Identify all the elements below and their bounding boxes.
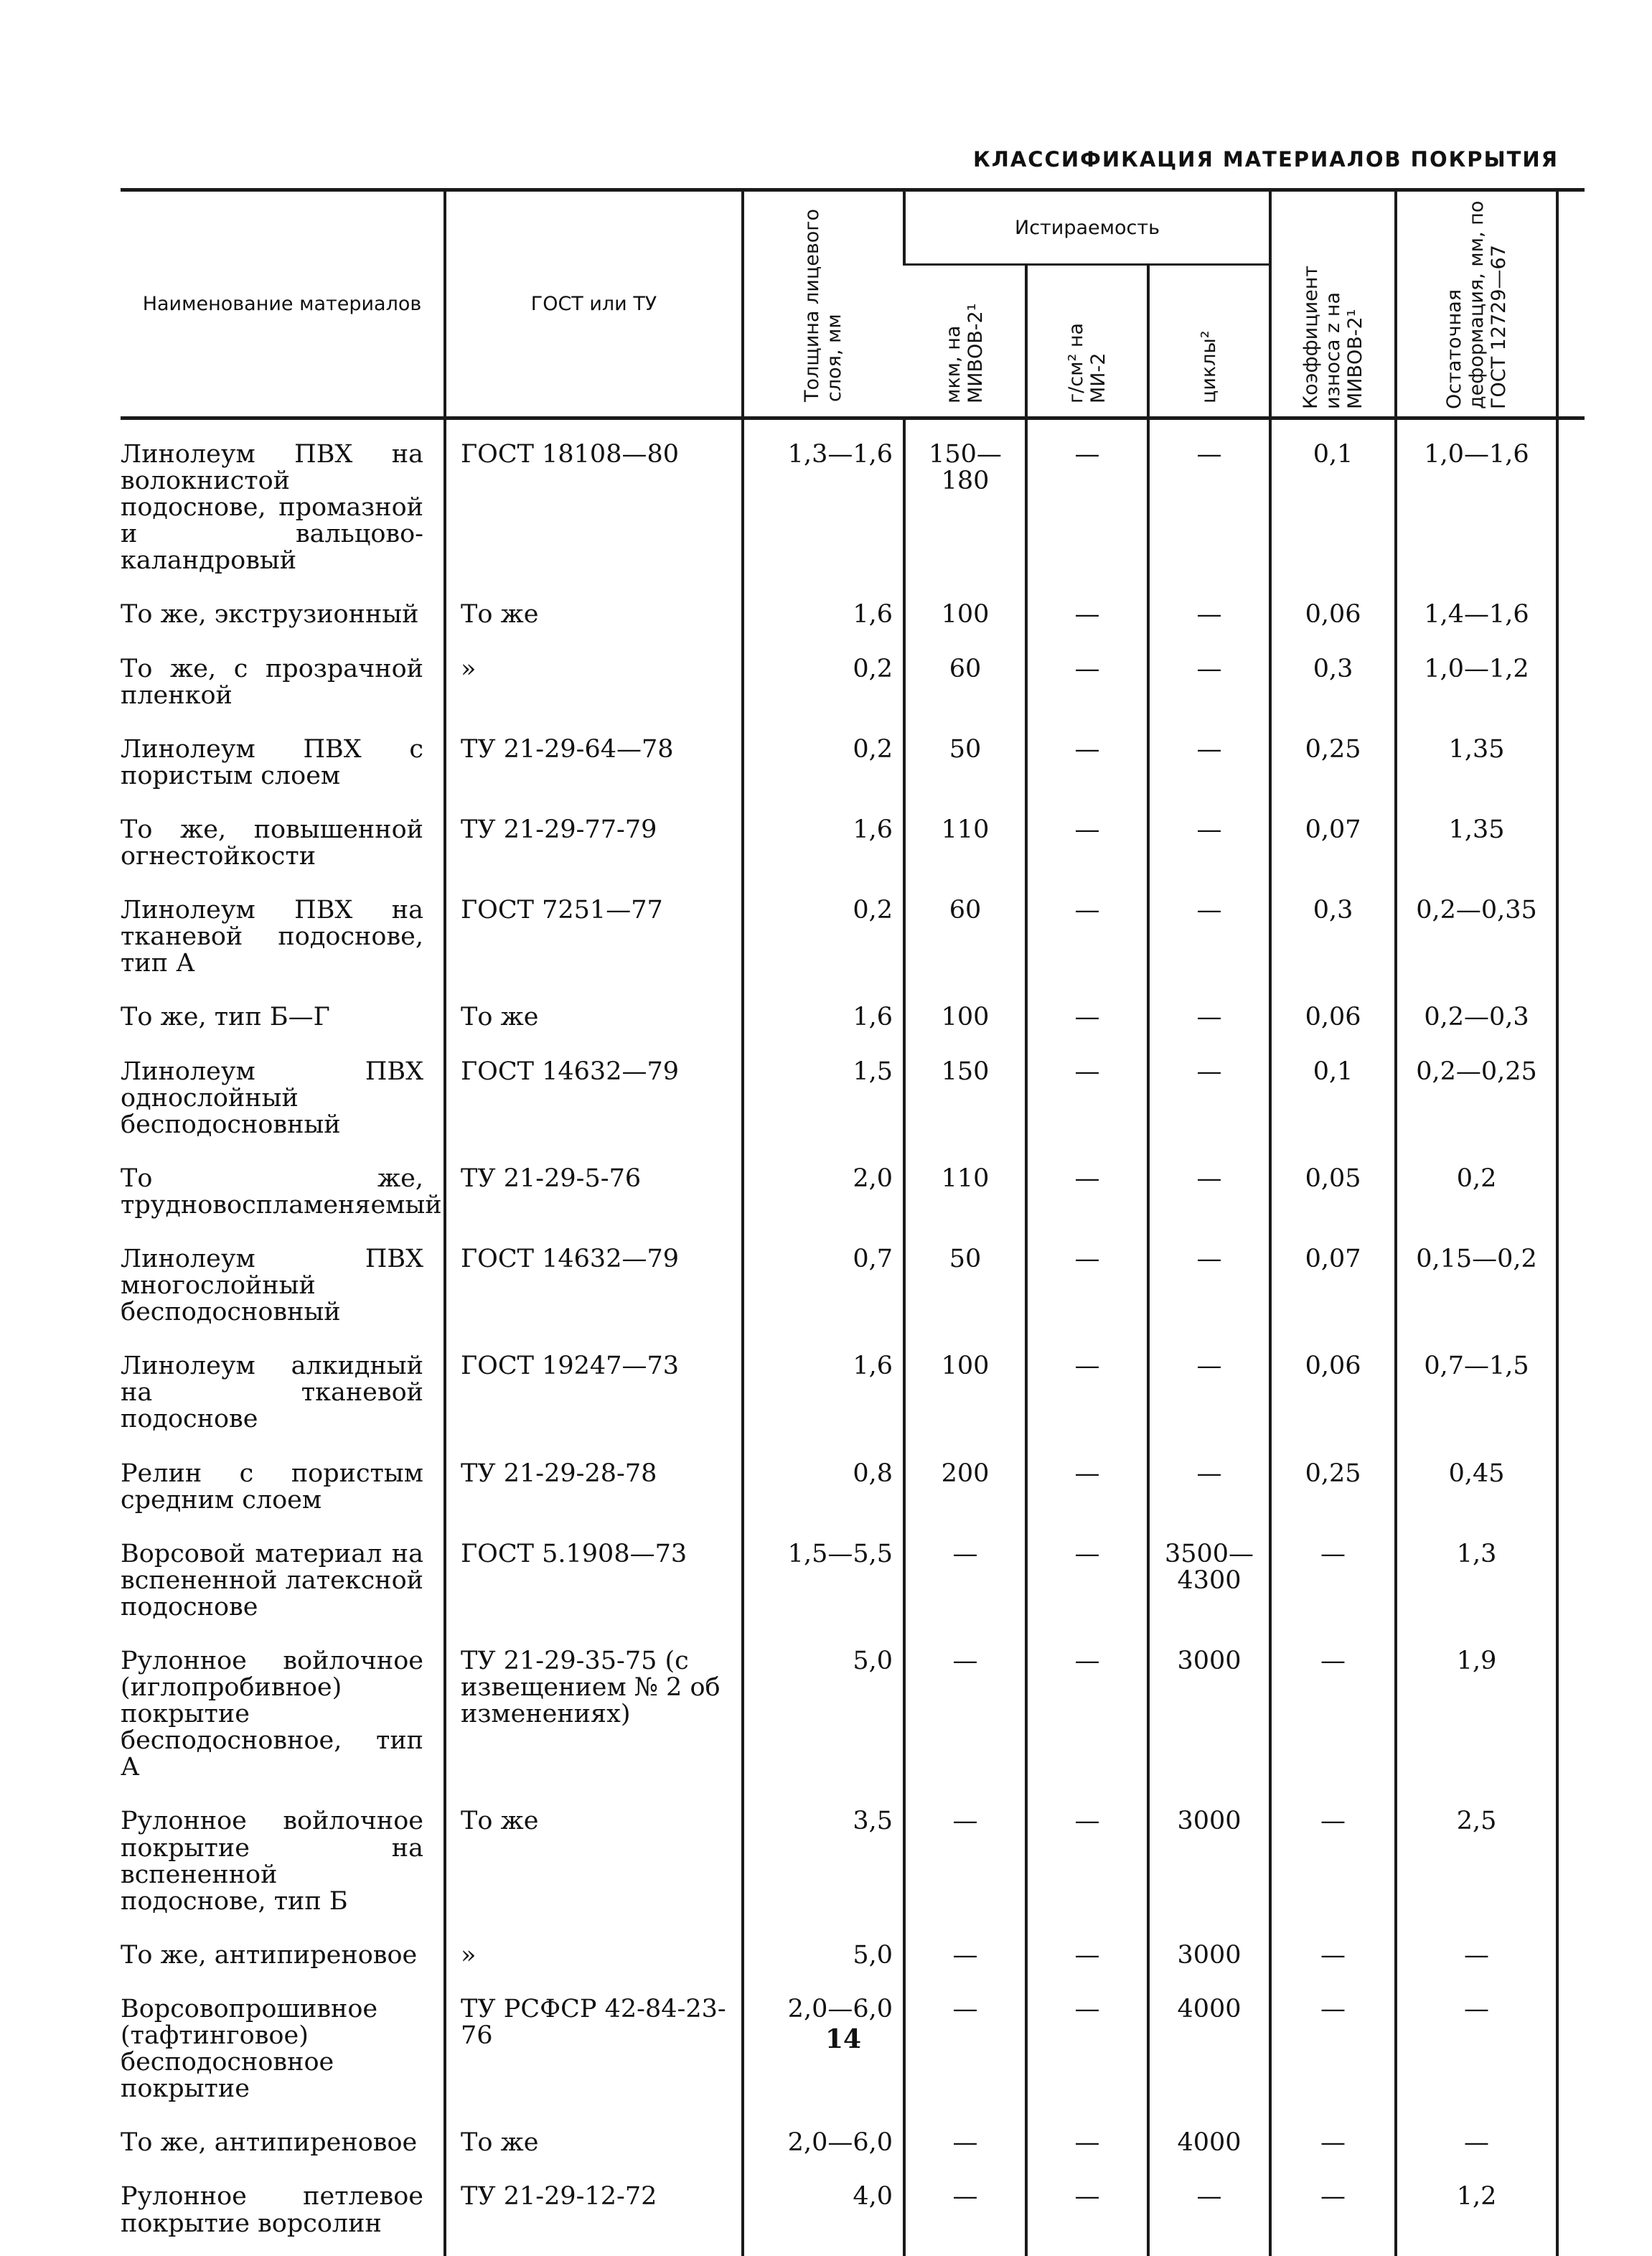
gost-cell: ТУ 21-29-12-72 (445, 2175, 743, 2255)
abrasion-cycles-cell: — (1148, 418, 1270, 594)
blank-cell (1557, 593, 1585, 647)
abrasion-cycles-cell: 3000 (1148, 1934, 1270, 1988)
header-thickness-text: Толщина лицевого слоя, мм (801, 209, 846, 402)
wear-coef-cell: — (1270, 1639, 1396, 1799)
gost-cell: То же (445, 2121, 743, 2175)
header-wear-coef (1270, 190, 1396, 418)
material-name-cell: То же, повышенной огнестойкости (121, 815, 423, 871)
deformation-cell: 0,2—0,3 (1396, 996, 1557, 1049)
deformation-cell: — (1396, 1988, 1557, 2121)
material-name-cell: То же, антипиреновое (121, 2128, 418, 2158)
header-abr-cycles-text: циклы² (1198, 329, 1221, 403)
header-gost: ГОСТ или ТУ (445, 190, 743, 418)
abrasion-cycles-cell: 3000 (1148, 1799, 1270, 1933)
abrasion-mkm-cell: — (904, 1639, 1026, 1799)
wear-coef-cell: — (1270, 1988, 1396, 2121)
deformation-cell: 1,35 (1396, 728, 1557, 808)
wear-coef-cell: — (1270, 1934, 1396, 1988)
abrasion-g-cell: — (1026, 1157, 1148, 1237)
table-row (121, 418, 1585, 594)
material-name-cell: Рулонное войлочное покрытие на вспененной подоснове, тип Б (121, 1807, 423, 1916)
thickness-cell: 5,0 (743, 1639, 904, 1799)
deformation-cell: 1,2 (1396, 2175, 1557, 2255)
gost-cell: То же (445, 1799, 743, 1933)
blank-cell (1557, 1532, 1585, 1639)
wear-coef-cell: 0,06 (1270, 996, 1396, 1049)
table-row (121, 889, 1585, 996)
thickness-cell: 1,5 (743, 1050, 904, 1157)
table-row (121, 808, 1585, 889)
materials-table (121, 188, 1585, 2256)
abrasion-g-cell: — (1026, 1988, 1148, 2121)
thickness-cell: 1,6 (743, 996, 904, 1049)
thickness-cell: 2,0 (743, 1157, 904, 1237)
thickness-cell: 4,0 (743, 2175, 904, 2255)
thickness-cell: 5,0 (743, 1934, 904, 1988)
abrasion-g-cell: — (1026, 1344, 1148, 1451)
wear-coef-cell: 0,07 (1270, 808, 1396, 889)
blank-cell (1557, 1237, 1585, 1344)
table-row (121, 1157, 1585, 1237)
abrasion-cycles-cell: 4000 (1148, 1988, 1270, 2121)
abrasion-g-cell: — (1026, 2121, 1148, 2175)
material-name-cell: Линолеум алкидный на тканевой подоснове (121, 1352, 423, 1434)
deformation-cell: 1,3 (1396, 1532, 1557, 1639)
material-name-cell: То же, тип Б—Г (121, 1003, 330, 1032)
material-name-cell: То же, трудновоспламеняемый (121, 1164, 442, 1220)
gost-cell: ГОСТ 5.1908—73 (445, 1532, 743, 1639)
material-name-cell: Линолеум ПВХ на волокнистой подоснове, промазной и вальцово-каландровый (121, 440, 423, 576)
abrasion-cycles-cell: — (1148, 996, 1270, 1049)
wear-coef-cell: — (1270, 1532, 1396, 1639)
deformation-cell: 2,5 (1396, 1799, 1557, 1933)
abrasion-g-cell: — (1026, 996, 1148, 1049)
thickness-cell: 0,2 (743, 728, 904, 808)
abrasion-g-cell: — (1026, 1934, 1148, 1988)
abrasion-mkm-cell: 50 (904, 1237, 1026, 1344)
abrasion-g-cell: — (1026, 1532, 1148, 1639)
abrasion-mkm-cell: 150 (904, 1050, 1026, 1157)
thickness-cell: 0,8 (743, 1452, 904, 1532)
blank-cell (1557, 647, 1585, 728)
abrasion-cycles-cell: — (1148, 593, 1270, 647)
header-abr-cycles (1148, 265, 1270, 418)
abrasion-mkm-cell: 100 (904, 996, 1026, 1049)
blank-cell (1557, 2121, 1585, 2175)
gost-cell: ТУ РСФСР 42-84-23-76 (445, 1988, 743, 2121)
blank-cell (1557, 808, 1585, 889)
deformation-cell: — (1396, 2121, 1557, 2175)
material-name-cell: То же, антипиреновое (121, 1940, 418, 1970)
thickness-cell: 1,6 (743, 808, 904, 889)
blank-cell (1557, 889, 1585, 996)
abrasion-cycles-cell: 4000 (1148, 2121, 1270, 2175)
material-name-cell: Рулонное петлевое покрытие ворсолин (121, 2182, 423, 2238)
header-name: Наименование материалов (121, 190, 445, 418)
header-deform-text: Остаточная деформация, мм, по ГОСТ 12729—67 (1442, 200, 1511, 409)
table-row (121, 1452, 1585, 1532)
gost-cell: То же (445, 996, 743, 1049)
deformation-cell: 0,2 (1396, 1157, 1557, 1237)
deformation-cell: 0,2—0,35 (1396, 889, 1557, 996)
deformation-cell: 0,45 (1396, 1452, 1557, 1532)
abrasion-mkm-cell: 110 (904, 808, 1026, 889)
table-row (121, 593, 1585, 647)
wear-coef-cell: 0,3 (1270, 889, 1396, 996)
gost-cell: ГОСТ 19247—73 (445, 1344, 743, 1451)
blank-cell (1557, 1639, 1585, 1799)
material-name-cell: Ворсовопрошивное (тафтинговое) беcподоcновное покрытие (121, 1994, 378, 2104)
table-row (121, 2175, 1585, 2255)
wear-coef-cell: 0,1 (1270, 1050, 1396, 1157)
abrasion-cycles-cell: — (1148, 808, 1270, 889)
table-row (121, 1799, 1585, 1933)
abrasion-mkm-cell: — (904, 1799, 1026, 1933)
table-row (121, 647, 1585, 728)
abrasion-g-cell: — (1026, 1639, 1148, 1799)
abrasion-g-cell: — (1026, 418, 1148, 594)
wear-coef-cell: — (1270, 1799, 1396, 1933)
thickness-cell: 0,2 (743, 647, 904, 728)
table-row (121, 1639, 1585, 1799)
abrasion-cycles-cell: — (1148, 647, 1270, 728)
abrasion-mkm-cell: 200 (904, 1452, 1026, 1532)
gost-cell: ТУ 21-29-64—78 (445, 728, 743, 808)
blank-cell (1557, 1050, 1585, 1157)
abrasion-cycles-cell: — (1148, 1237, 1270, 1344)
abrasion-mkm-cell: — (904, 2175, 1026, 2255)
abrasion-g-cell: — (1026, 889, 1148, 996)
material-name-cell: То же, с прозрачной пленкой (121, 654, 423, 710)
header-abr-mkm-text: мкм, на МИВОВ-2¹ (942, 302, 987, 403)
table-row (121, 1532, 1585, 1639)
wear-coef-cell: 0,25 (1270, 728, 1396, 808)
deformation-cell: 0,15—0,2 (1396, 1237, 1557, 1344)
table-row (121, 1344, 1585, 1451)
material-name-cell: Рулонное войлочное (иглопробивное) покрытие беcподоcновное, тип А (121, 1647, 423, 1782)
gost-cell: » (445, 647, 743, 728)
abrasion-cycles-cell: 3000 (1148, 1639, 1270, 1799)
wear-coef-cell: 0,1 (1270, 418, 1396, 594)
blank-cell (1557, 996, 1585, 1049)
abrasion-mkm-cell: — (904, 1988, 1026, 2121)
blank-cell (1557, 1344, 1585, 1451)
gost-cell: ТУ 21-29-28-78 (445, 1452, 743, 1532)
abrasion-mkm-cell: 110 (904, 1157, 1026, 1237)
header-thickness (743, 190, 904, 418)
thickness-cell: 1,6 (743, 1344, 904, 1451)
header-abr-g (1026, 265, 1148, 418)
wear-coef-cell: 0,3 (1270, 647, 1396, 728)
abrasion-mkm-cell: 60 (904, 889, 1026, 996)
blank-cell (1557, 1799, 1585, 1933)
blank-cell (1557, 418, 1585, 594)
header-blank (1557, 190, 1585, 418)
abrasion-mkm-cell: — (904, 2121, 1026, 2175)
gost-cell: ТУ 21-29-77-79 (445, 808, 743, 889)
wear-coef-cell: 0,06 (1270, 593, 1396, 647)
gost-cell: » (445, 1934, 743, 1988)
gost-cell: ГОСТ 14632—79 (445, 1050, 743, 1157)
deformation-cell: 1,35 (1396, 808, 1557, 889)
wear-coef-cell: 0,05 (1270, 1157, 1396, 1237)
blank-cell (1557, 1988, 1585, 2121)
blank-cell (1557, 1452, 1585, 1532)
table-row (121, 1237, 1585, 1344)
deformation-cell: 1,0—1,6 (1396, 418, 1557, 594)
thickness-cell: 1,6 (743, 593, 904, 647)
page-number: 14 (825, 2024, 862, 2054)
deformation-cell: 0,7—1,5 (1396, 1344, 1557, 1451)
abrasion-cycles-cell: 3500—4300 (1148, 1532, 1270, 1639)
deformation-cell: — (1396, 1934, 1557, 1988)
thickness-cell: 2,0—6,0 (743, 1988, 904, 2121)
wear-coef-cell: 0,25 (1270, 1452, 1396, 1532)
abrasion-g-cell: — (1026, 728, 1148, 808)
gost-cell: ГОСТ 18108—80 (445, 418, 743, 594)
gost-cell: ГОСТ 14632—79 (445, 1237, 743, 1344)
blank-cell (1557, 728, 1585, 808)
thickness-cell: 1,5—5,5 (743, 1532, 904, 1639)
wear-coef-cell: — (1270, 2121, 1396, 2175)
table-row (121, 996, 1585, 1049)
abrasion-g-cell: — (1026, 1237, 1148, 1344)
abrasion-mkm-cell: 100 (904, 593, 1026, 647)
deformation-cell: 0,2—0,25 (1396, 1050, 1557, 1157)
gost-cell: То же (445, 593, 743, 647)
header-abr-g-text: г/см² на МИ-2 (1064, 322, 1109, 403)
abrasion-cycles-cell: — (1148, 889, 1270, 996)
abrasion-cycles-cell: — (1148, 2175, 1270, 2255)
table-body (121, 418, 1585, 2256)
gost-cell: ТУ 21-29-35-75 (с извещением № 2 об изменениях) (445, 1639, 743, 1799)
abrasion-mkm-cell: — (904, 1532, 1026, 1639)
thickness-cell: 0,7 (743, 1237, 904, 1344)
material-name-cell: Линолеум ПВХ с пористым слоем (121, 734, 423, 790)
header-abrasion: Истираемость (904, 190, 1270, 265)
thickness-cell: 3,5 (743, 1799, 904, 1933)
thickness-cell: 0,2 (743, 889, 904, 996)
abrasion-mkm-cell: 100 (904, 1344, 1026, 1451)
wear-coef-cell: 0,06 (1270, 1344, 1396, 1451)
abrasion-cycles-cell: — (1148, 1157, 1270, 1237)
abrasion-g-cell: — (1026, 647, 1148, 728)
deformation-cell: 1,4—1,6 (1396, 593, 1557, 647)
gost-cell: ТУ 21-29-5-76 (445, 1157, 743, 1237)
material-name-cell: Линолеум ПВХ на тканевой подоснове, тип А (121, 896, 423, 978)
material-name-cell: Релин с пористым средним слоем (121, 1459, 423, 1515)
material-name-cell: Ворсовой материал на вспененной латексной подоснове (121, 1539, 423, 1621)
abrasion-g-cell: — (1026, 808, 1148, 889)
material-name-cell: Линолеум ПВХ многослойный беcподоcновный (121, 1244, 423, 1327)
material-name-cell: То же, экструзионный (121, 600, 419, 629)
abrasion-g-cell: — (1026, 1050, 1148, 1157)
material-name-cell: Линолеум ПВХ однослойный беcподоcновный (121, 1057, 423, 1139)
abrasion-g-cell: — (1026, 1799, 1148, 1933)
abrasion-mkm-cell: — (904, 1934, 1026, 1988)
blank-cell (1557, 2175, 1585, 2255)
thickness-cell: 2,0—6,0 (743, 2121, 904, 2175)
abrasion-g-cell: — (1026, 593, 1148, 647)
wear-coef-cell: — (1270, 2175, 1396, 2255)
table-row (121, 1934, 1585, 1988)
abrasion-mkm-cell: 150—180 (904, 418, 1026, 594)
abrasion-cycles-cell: — (1148, 1050, 1270, 1157)
deformation-cell: 1,0—1,2 (1396, 647, 1557, 728)
abrasion-mkm-cell: 60 (904, 647, 1026, 728)
abrasion-cycles-cell: — (1148, 1452, 1270, 1532)
header-abr-mkm (904, 265, 1026, 418)
page-title: КЛАССИФИКАЦИЯ МАТЕРИАЛОВ ПОКРЫТИЯ (973, 147, 1559, 172)
table-row (121, 2121, 1585, 2175)
deformation-cell: 1,9 (1396, 1639, 1557, 1799)
gost-cell: ГОСТ 7251—77 (445, 889, 743, 996)
header-wear-coef-text: Коэффициент износа z на МИВОВ-2¹ (1299, 265, 1367, 409)
header-deform (1396, 190, 1557, 418)
table-row (121, 728, 1585, 808)
abrasion-g-cell: — (1026, 1452, 1148, 1532)
thickness-cell: 1,3—1,6 (743, 418, 904, 594)
abrasion-cycles-cell: — (1148, 728, 1270, 808)
wear-coef-cell: 0,07 (1270, 1237, 1396, 1344)
table-row (121, 1050, 1585, 1157)
blank-cell (1557, 1157, 1585, 1237)
abrasion-mkm-cell: 50 (904, 728, 1026, 808)
table-row (121, 1988, 1585, 2121)
abrasion-cycles-cell: — (1148, 1344, 1270, 1451)
blank-cell (1557, 1934, 1585, 1988)
abrasion-g-cell: — (1026, 2175, 1148, 2255)
